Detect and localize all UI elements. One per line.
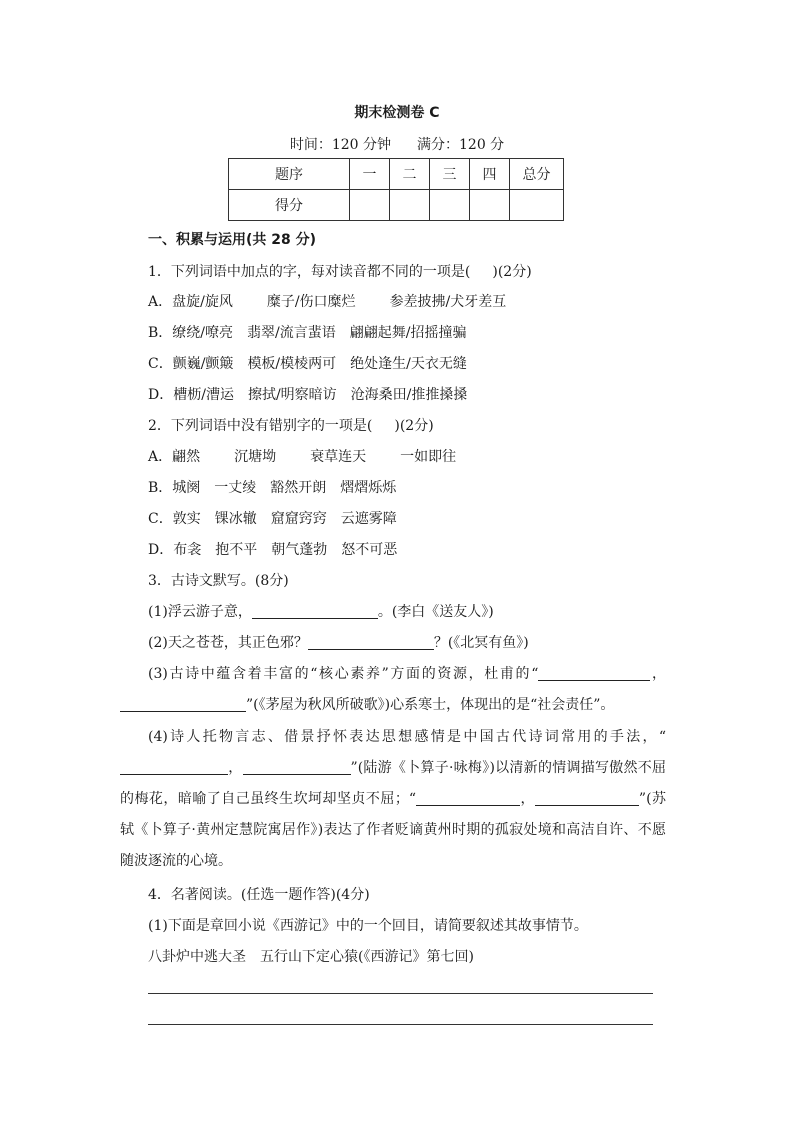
q1-option-b[interactable]: B．缭绕/嘹亮 翡翠/流言蜚语 翩翩起舞/招摇撞骗 xyxy=(148,325,467,341)
header-cell: 题序 xyxy=(229,159,350,190)
q4-chapter-title: 八卦炉中逃大圣 五行山下定心猿(《西游记》第七回) xyxy=(148,949,474,965)
header-cell: 一 xyxy=(350,159,390,190)
row-label: 得分 xyxy=(229,190,350,221)
question-3-stem: 3．古诗文默写。(8分) xyxy=(148,573,289,589)
score-cell[interactable] xyxy=(510,190,564,221)
q2-option-d[interactable]: D．布衾 抱不平 朝气蓬勃 怒不可恶 xyxy=(148,542,398,558)
q1-option-d[interactable]: D．槽枥/漕运 擦拭/明察暗访 沧海桑田/推推搡搡 xyxy=(148,387,468,403)
fill-blank[interactable] xyxy=(538,664,650,681)
q2-option-b[interactable]: B．城阕 一丈绫 豁然开朗 熠熠烁烁 xyxy=(148,480,397,496)
fill-blank[interactable] xyxy=(120,695,246,712)
question-1-stem: 1．下列词语中加点的字，每对读音都不同的一项是( )(2分) xyxy=(148,264,532,280)
header-cell: 三 xyxy=(430,159,470,190)
score-table-header xyxy=(229,159,564,190)
header-cell: 总分 xyxy=(510,159,564,190)
q1-option-c[interactable]: C．颤巍/颤簸 模板/模棱两可 绝处逢生/天衣无缝 xyxy=(148,356,467,372)
fill-blank[interactable] xyxy=(120,758,228,775)
exam-meta xyxy=(0,134,794,154)
q3-item-2: (2)天之苍苍，其正色邪？ ？(《北冥有鱼》) xyxy=(148,635,529,651)
header-cell: 四 xyxy=(470,159,510,190)
score-table xyxy=(228,158,564,221)
answer-line[interactable] xyxy=(148,1024,653,1025)
fill-blank[interactable] xyxy=(308,633,434,650)
q3-item-3: (3)古诗中蕴含着丰富的“核心素养”方面的资源，杜甫的“ ，”(《茅屋为秋风所破歌》)心系寒士，体现出的是“社会责任”。 xyxy=(120,659,666,721)
score-table-row xyxy=(229,190,564,221)
score-cell[interactable] xyxy=(390,190,430,221)
question-2-stem: 2．下列词语中没有错别字的一项是( )(2分) xyxy=(148,418,434,434)
question-4-stem: 4．名著阅读。(任选一题作答)(4分) xyxy=(148,887,370,903)
page-title: 期末检测卷 C xyxy=(354,105,440,121)
fill-blank[interactable] xyxy=(416,789,520,806)
fill-blank[interactable] xyxy=(535,789,639,806)
q2-option-c[interactable]: C．敦实 锞冰辙 窟窟窍窍 云遮雾障 xyxy=(148,511,397,527)
answer-line[interactable] xyxy=(148,993,653,994)
score-cell[interactable] xyxy=(430,190,470,221)
score-cell[interactable] xyxy=(350,190,390,221)
header-cell: 二 xyxy=(390,159,430,190)
q3-item-4: (4)诗人托物言志、借景抒怀表达思想感情是中国古代诗词常用的手法，“， ”(陆游《卜算子·咏梅》)以清新的情调描写傲然不屈的梅花，暗喻了自己虽终生坎坷却坚贞不屈；“ ， ”(苏轼《卜算子·黄州定慧院寓居作》)表达了作者贬谪黄州时期的孤寂处境和高洁自许、不愿随波逐流的心境。 xyxy=(120,729,667,869)
time-limit: 时间：120 分钟 xyxy=(289,137,391,153)
q4-item-1: (1)下面是章回小说《西游记》中的一个回目，请简要叙述其故事情节。 xyxy=(148,918,588,934)
full-score: 满分：120 分 xyxy=(417,137,505,153)
section-heading: 一、积累与运用(共 28 分) xyxy=(148,232,317,248)
q3-item-1: (1)浮云游子意， 。(李白《送友人》) xyxy=(148,604,494,620)
q1-option-a[interactable]: A．盘旋/旋风 糜子/伤口糜烂 参差披拂/犬牙差互 xyxy=(148,294,507,310)
fill-blank[interactable] xyxy=(243,758,351,775)
q2-option-a[interactable]: A．翩然 沉塘坳 衰草连天 一如即往 xyxy=(148,449,457,465)
fill-blank[interactable] xyxy=(252,602,378,619)
score-cell[interactable] xyxy=(470,190,510,221)
